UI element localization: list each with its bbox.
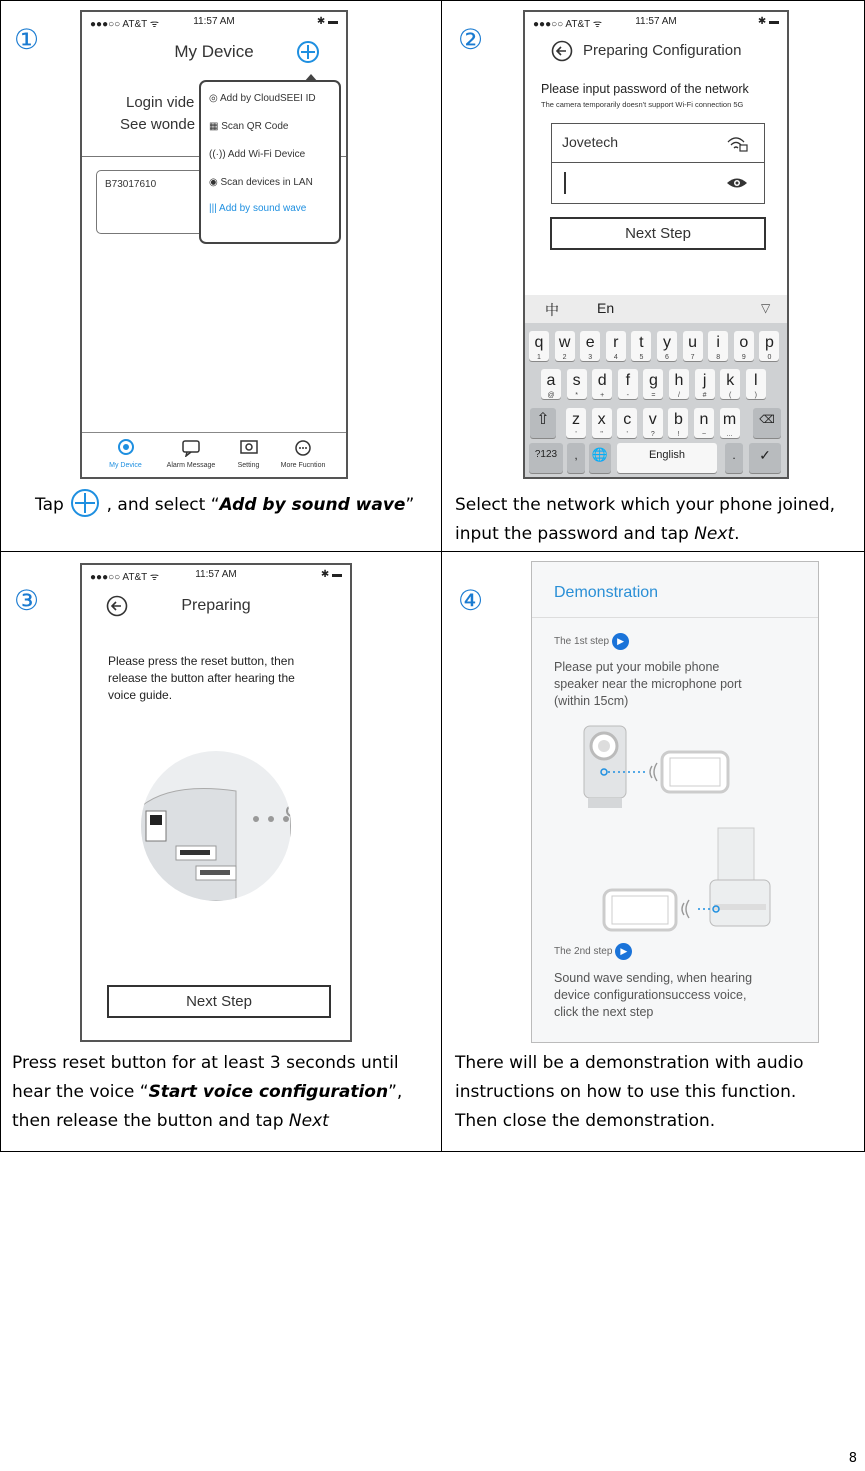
key-i[interactable]: i 8: [708, 331, 728, 361]
step2-text: [554, 970, 752, 1021]
battery-icon: ✱ ▬: [316, 16, 338, 27]
menu-item-label: Scan devices in LAN: [220, 177, 313, 188]
password-heading: Please input password of the network: [541, 82, 749, 96]
step-number-1: ①: [14, 23, 40, 56]
step1-label: [554, 633, 629, 650]
backspace-key[interactable]: ⌫: [753, 408, 781, 438]
instruction-line: voice guide.: [108, 688, 173, 702]
next-step-button[interactable]: Next Step: [107, 985, 331, 1018]
key-m[interactable]: m ...: [720, 408, 740, 438]
step-text-line: Sound wave sending, when hearing: [554, 971, 753, 985]
login-hint-line-2: See wonde: [120, 116, 196, 133]
key-secondary-label: #: [702, 392, 707, 399]
lang-chinese-tab[interactable]: 中: [545, 302, 559, 318]
caption-emphasis: Start voice configuration: [148, 1082, 389, 1102]
tab-alarm-message[interactable]: [160, 439, 222, 469]
lang-english-tab[interactable]: En: [597, 300, 615, 316]
key-p[interactable]: p 0: [759, 331, 779, 361]
carrier-text: ●●●○○ AT&T ᯤ: [533, 19, 602, 30]
key-secondary-label: 3: [588, 354, 593, 361]
key-secondary-label: ': [626, 431, 628, 438]
carrier-text: ●●●○○ AT&T ᯤ: [90, 19, 159, 30]
network-name-field[interactable]: [551, 123, 765, 163]
demonstration-panel: [531, 561, 819, 1043]
caption-text: .: [734, 524, 740, 544]
key-g[interactable]: g =: [643, 369, 663, 399]
caption-line: [455, 520, 835, 549]
key-u[interactable]: u 7: [683, 331, 703, 361]
key-secondary-label: ): [754, 392, 757, 399]
key-secondary-label: *: [575, 392, 578, 399]
camera-icon: ◎: [209, 93, 218, 104]
key-secondary-label: /: [678, 392, 680, 399]
tab-more-function[interactable]: [274, 439, 332, 469]
more-icon: [294, 439, 312, 457]
key-a[interactable]: a @: [541, 369, 561, 399]
key-o[interactable]: o 9: [734, 331, 754, 361]
key-w[interactable]: w 2: [555, 331, 575, 361]
caption-text: ”: [405, 495, 415, 515]
enter-check-icon[interactable]: ✓: [749, 443, 781, 473]
key-n[interactable]: n ~: [694, 408, 714, 438]
caption-text: ”,: [388, 1082, 403, 1102]
add-plus-icon[interactable]: [296, 40, 320, 64]
key-l[interactable]: l ): [746, 369, 766, 399]
device-id: B73017610: [105, 179, 157, 190]
key-secondary-label: 7: [690, 354, 695, 361]
keyboard-language-bar: [525, 295, 787, 323]
screen-title: Preparing: [181, 597, 251, 614]
step-number-3: ③: [14, 584, 40, 617]
step-caption-3: [12, 1049, 402, 1136]
caption-text: , and select “: [101, 495, 220, 515]
menu-item-cloudseei-id[interactable]: [209, 93, 316, 104]
tab-label: Alarm Message: [166, 462, 216, 469]
caption-text: input the password and tap: [455, 524, 695, 544]
key-v[interactable]: v ?: [643, 408, 663, 438]
key-f[interactable]: f -: [618, 369, 638, 399]
caption-text: hear the voice “: [12, 1082, 149, 1102]
key-secondary-label: +: [600, 392, 605, 399]
comma-key[interactable]: ,: [567, 443, 585, 473]
step-text-line: device configurationsuccess voice,: [554, 988, 747, 1002]
tab-setting[interactable]: [226, 439, 271, 469]
key-secondary-label: 8: [716, 354, 721, 361]
step-caption-1: [35, 491, 414, 520]
phone-screenshot-my-device: [80, 10, 348, 479]
caption-line: [12, 1078, 402, 1107]
battery-icon: ✱ ▬: [757, 16, 779, 27]
key-secondary-label: ": [600, 431, 603, 438]
divider: [532, 617, 818, 618]
camera-robot-illustration: [598, 824, 773, 936]
sound-wave-icon: |||: [209, 203, 217, 214]
menu-item-sound-wave[interactable]: [209, 203, 306, 214]
key-secondary-label: (: [729, 392, 732, 399]
key-d[interactable]: d +: [592, 369, 612, 399]
caption-line: Press reset button for at least 3 seconds until: [12, 1053, 399, 1073]
table-border-left: [0, 0, 1, 1152]
step-caption-2: [455, 491, 835, 549]
key-k[interactable]: k (: [720, 369, 740, 399]
clock-text: 11:57 AM: [635, 16, 677, 27]
carrier-text: ●●●○○ AT&T ᯤ: [90, 572, 159, 583]
key-t[interactable]: t 5: [631, 331, 651, 361]
step-label-text: The 1st step: [554, 636, 610, 648]
caption-emphasis: Next: [694, 524, 735, 544]
table-border-top: [0, 0, 865, 1]
caption-emphasis: Next: [288, 1111, 329, 1131]
tab-label: More Fucntion: [280, 462, 326, 469]
demo-title: Demonstration: [554, 584, 659, 601]
step-number-2: ②: [458, 23, 484, 56]
screen-title: My Device: [174, 42, 254, 61]
tab-label: My Device: [109, 462, 142, 469]
step-text-line: speaker near the microphone port: [554, 677, 742, 691]
step-label-text: The 2nd step: [554, 946, 613, 958]
key-secondary-label: ?: [650, 431, 655, 438]
key-secondary-label: ': [575, 431, 577, 438]
next-step-button[interactable]: Next Step: [550, 217, 766, 250]
key-y[interactable]: y 6: [657, 331, 677, 361]
step-number-4: ④: [458, 584, 484, 617]
key-secondary-label: ...: [726, 431, 733, 438]
eye-icon[interactable]: [726, 175, 748, 191]
key-e[interactable]: e 3: [580, 331, 600, 361]
wifi-lock-icon: [726, 134, 748, 152]
key-secondary-label: 6: [665, 354, 669, 361]
space-key[interactable]: English: [617, 443, 717, 473]
scan-icon: ◉: [209, 177, 218, 188]
reset-instructions: [108, 653, 295, 704]
status-bar: [82, 565, 350, 583]
wifi-5g-note: The camera temporarily doesn't support Wi-Fi connection 5G: [541, 100, 744, 109]
menu-item-scan-qr[interactable]: [209, 121, 289, 132]
message-icon: [181, 439, 201, 457]
table-column-divider: [441, 0, 442, 1152]
bottom-tab-bar: [82, 433, 346, 475]
soft-keyboard: [525, 295, 787, 477]
key-secondary-label: =: [651, 392, 656, 399]
play-icon[interactable]: ▶: [612, 633, 629, 650]
step-caption-4: [455, 1049, 804, 1136]
caption-line: There will be a demonstration with audio: [455, 1053, 804, 1073]
key-r[interactable]: r 4: [606, 331, 626, 361]
phone-screenshot-preparing: [80, 563, 352, 1042]
caption-emphasis: Add by sound wave: [219, 495, 406, 515]
menu-item-add-wifi[interactable]: [209, 149, 305, 160]
menu-item-scan-lan[interactable]: [209, 177, 313, 188]
phone-screenshot-configuration: [523, 10, 789, 479]
status-bar: [525, 12, 787, 30]
step2-label: [554, 943, 632, 960]
key-z[interactable]: z ': [566, 408, 586, 438]
key-secondary-label: !: [677, 431, 680, 438]
key-c[interactable]: c ': [617, 408, 637, 438]
caption-line: Select the network which your phone joined,: [455, 495, 836, 515]
key-secondary-label: 0: [767, 354, 772, 361]
step-text-line: Please put your mobile phone: [554, 660, 720, 674]
camera-icon: [117, 439, 135, 457]
tab-my-device[interactable]: [98, 439, 153, 469]
caption-line: Then close the demonstration.: [455, 1111, 716, 1131]
period-key[interactable]: .: [725, 443, 743, 473]
login-hint-line-1: Login vide: [126, 94, 195, 111]
key-s[interactable]: s *: [567, 369, 587, 399]
key-secondary-label: 9: [741, 354, 746, 361]
menu-item-label: Add Wi-Fi Device: [227, 149, 306, 160]
key-x[interactable]: x ": [592, 408, 612, 438]
caption-text: then release the button and tap: [12, 1111, 289, 1131]
caption-line: instructions on how to use this function.: [455, 1082, 797, 1102]
battery-icon: ✱ ▬: [320, 569, 342, 580]
back-arrow-icon[interactable]: [551, 40, 573, 62]
globe-icon[interactable]: 🌐: [589, 443, 611, 473]
network-name-value: Jovetech: [562, 134, 619, 150]
clock-text: 11:57 AM: [193, 16, 235, 27]
tab-label: Setting: [237, 462, 260, 469]
caption-text: Tap: [35, 495, 70, 515]
play-icon[interactable]: ▶: [615, 943, 632, 960]
menu-item-label: Add by sound wave: [219, 203, 307, 214]
collapse-keyboard-icon[interactable]: ▽: [761, 301, 771, 315]
key-q[interactable]: q 1: [529, 331, 549, 361]
caption-line: [12, 1107, 402, 1136]
camera-phone-illustration: [578, 720, 793, 816]
setting-icon: [239, 439, 259, 457]
password-field[interactable]: [551, 162, 765, 204]
qr-code-icon: ▦: [209, 121, 219, 132]
step-text-line: click the next step: [554, 1005, 654, 1019]
add-plus-icon: [69, 488, 101, 518]
key-b[interactable]: b !: [668, 408, 688, 438]
key-secondary-label: ~: [701, 431, 707, 438]
key-secondary-label: -: [626, 392, 629, 399]
status-bar: [82, 12, 346, 30]
menu-item-label: Add by CloudSEEI ID: [219, 93, 316, 104]
key-secondary-label: 1: [537, 354, 541, 361]
key-secondary-label: 5: [639, 354, 644, 361]
camera-reset-illustration: [126, 751, 306, 901]
numeric-toggle-key[interactable]: ?123: [529, 443, 563, 473]
table-row-divider: [0, 551, 865, 552]
step-text-line: (within 15cm): [554, 694, 629, 708]
shift-key[interactable]: ⇧: [530, 408, 556, 438]
page-number: 8: [848, 1451, 857, 1466]
key-j[interactable]: j #: [695, 369, 715, 399]
instruction-line: release the button after hearing the: [108, 671, 295, 685]
key-secondary-label: 4: [613, 354, 618, 361]
table-border-bottom: [0, 1151, 865, 1152]
screen-title: Preparing Configuration: [583, 42, 742, 59]
wifi-broadcast-icon: ((·)): [209, 149, 226, 160]
key-secondary-label: 2: [562, 354, 567, 361]
instruction-line: Please press the reset button, then: [108, 654, 295, 668]
step1-text: [554, 659, 742, 710]
key-secondary-label: @: [547, 392, 555, 399]
clock-text: 11:57 AM: [195, 569, 237, 580]
menu-item-label: Scan QR Code: [221, 121, 289, 132]
text-cursor: [564, 172, 566, 194]
add-device-menu: [199, 80, 341, 244]
key-h[interactable]: h /: [669, 369, 689, 399]
